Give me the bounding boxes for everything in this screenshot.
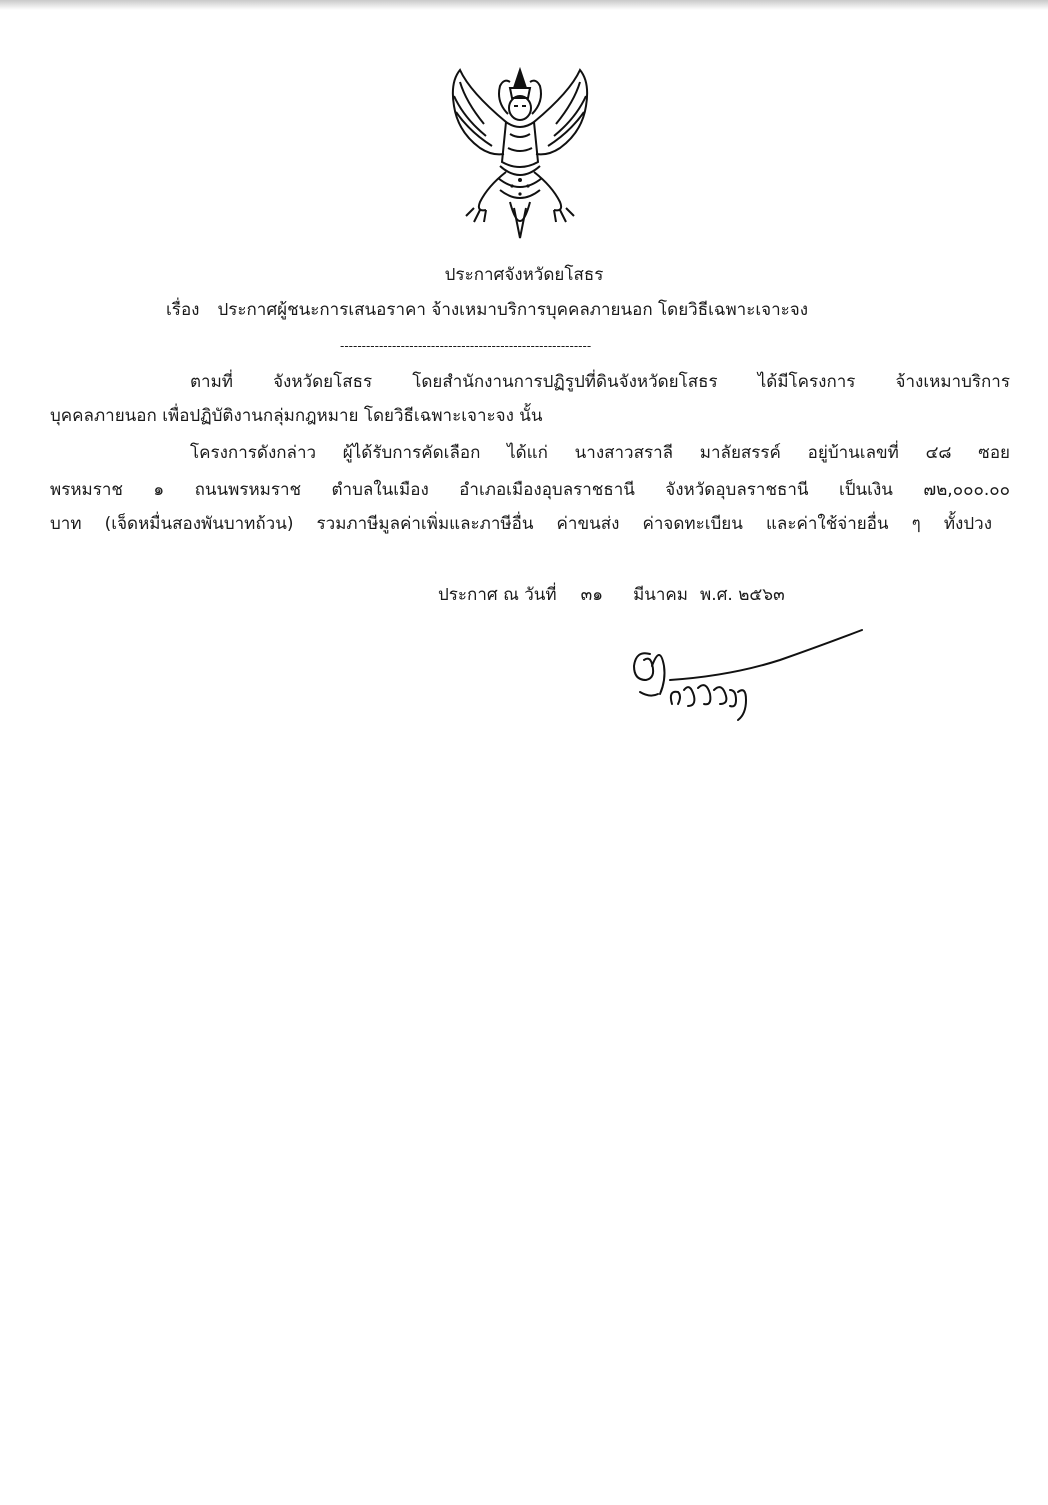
paragraph-1-line-2: บุคคลภายนอก เพื่อปฏิบัติงานกลุ่มกฎหมาย โดยวิธีเฉพาะเจาะจง นั้น [50, 406, 543, 426]
subject-line [166, 298, 808, 322]
paragraph-2-line-1: โครงการดังกล่าว ผู้ได้รับการคัดเลือก ได้แก่ นางสาวสราลี มาลัยสรรค์ อยู่บ้านเลขที่ ๔๘ ซอย [190, 443, 1010, 463]
date-month: มีนาคม [633, 585, 689, 605]
divider-line: ---------------------------------------------------------- [340, 339, 592, 353]
paragraph-1-line-1: ตามที่ จังหวัดยโสธร โดยสำนักงานการปฏิรูปที่ดินจังหวัดยโสธร ได้มีโครงการ จ้างเหมาบริการ [190, 372, 1010, 392]
announcement-date [438, 583, 785, 607]
paragraph-2-line-2: พรหมราช ๑ ถนนพรหมราช ตำบลในเมือง อำเภอเมืองอุบลราชธานี จังหวัดอุบลราชธานี เป็นเงิน ๗๒,๐๐๐.๐๐ [50, 480, 1010, 500]
paragraph-2-line-3: บาท (เจ็ดหมื่นสองพันบาทถ้วน) รวมภาษีมูลค่าเพิ่มและภาษีอื่น ค่าขนส่ง ค่าจดทะเบียน และค่าใช้จ่ายอื่น ๆ ทั้งปวง [50, 514, 992, 534]
subject-text: ประกาศผู้ชนะการเสนอราคา จ้างเหมาบริการบุคคลภายนอก โดยวิธีเฉพาะเจาะจง [217, 300, 809, 320]
date-year: พ.ศ. ๒๕๖๓ [700, 585, 785, 605]
date-prefix: ประกาศ ณ วันที่ [438, 585, 557, 605]
handwritten-signature [610, 620, 870, 730]
garuda-emblem-icon [440, 62, 600, 240]
document-title: ประกาศจังหวัดยโสธร [444, 265, 604, 285]
subject-label: เรื่อง [166, 300, 200, 320]
top-edge-shadow [0, 0, 1048, 10]
date-day: ๓๑ [580, 585, 604, 605]
